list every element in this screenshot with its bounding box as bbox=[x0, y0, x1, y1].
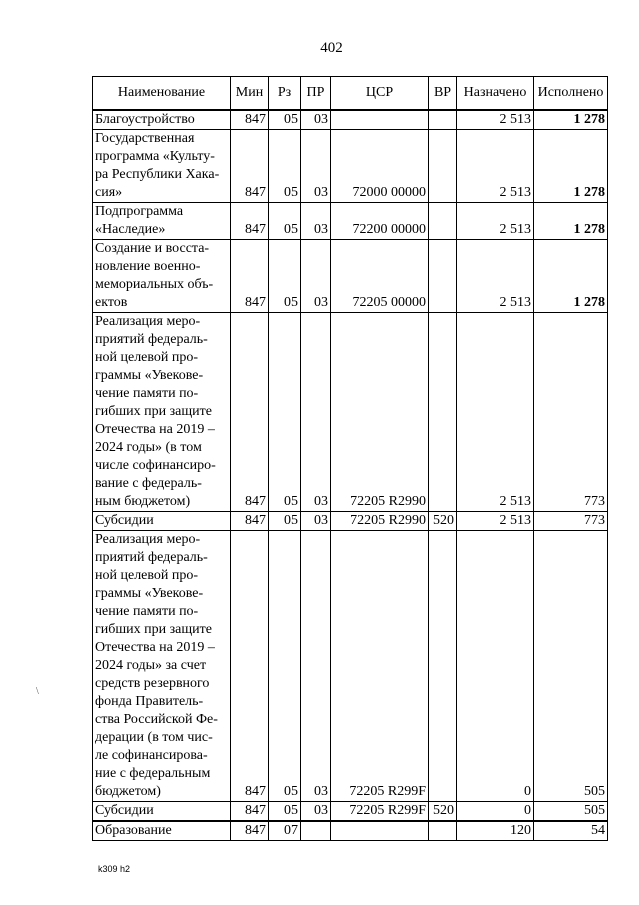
row-min: 847 bbox=[231, 512, 269, 531]
row-pr: 03 bbox=[301, 110, 331, 130]
row-vr bbox=[429, 130, 457, 203]
row-pr: 03 bbox=[301, 531, 331, 802]
row-pr: 03 bbox=[301, 512, 331, 531]
header-rz: Рз bbox=[269, 77, 301, 111]
row-assigned: 2 513 bbox=[457, 110, 534, 130]
row-min: 847 bbox=[231, 130, 269, 203]
table-header-row bbox=[93, 77, 608, 111]
row-assigned: 120 bbox=[457, 821, 534, 841]
table-row bbox=[93, 531, 608, 802]
table-row bbox=[93, 512, 608, 531]
header-assigned: Назначено bbox=[457, 77, 534, 111]
table-row bbox=[93, 130, 608, 203]
stray-mark: \ bbox=[36, 686, 39, 697]
table-row bbox=[93, 802, 608, 822]
row-min: 847 bbox=[231, 110, 269, 130]
row-min: 847 bbox=[231, 821, 269, 841]
page-number: 402 bbox=[320, 40, 343, 56]
row-min: 847 bbox=[231, 531, 269, 802]
row-csr: 72000 00000 bbox=[331, 130, 429, 203]
row-pr bbox=[301, 821, 331, 841]
header-vr: ВР bbox=[429, 77, 457, 111]
header-csr: ЦСР bbox=[331, 77, 429, 111]
row-vr bbox=[429, 240, 457, 313]
row-name: Субсидии bbox=[93, 802, 231, 822]
header-min: Мин bbox=[231, 77, 269, 111]
row-csr bbox=[331, 110, 429, 130]
row-rz: 05 bbox=[269, 130, 301, 203]
row-rz: 05 bbox=[269, 313, 301, 512]
row-csr: 72205 R299F bbox=[331, 802, 429, 822]
row-pr: 03 bbox=[301, 313, 331, 512]
row-executed: 1 278 bbox=[534, 203, 608, 240]
row-assigned: 2 513 bbox=[457, 130, 534, 203]
table-row bbox=[93, 240, 608, 313]
row-name: Субсидии bbox=[93, 512, 231, 531]
row-pr: 03 bbox=[301, 130, 331, 203]
row-vr bbox=[429, 110, 457, 130]
row-rz: 05 bbox=[269, 802, 301, 822]
row-executed: 505 bbox=[534, 531, 608, 802]
row-executed: 1 278 bbox=[534, 130, 608, 203]
row-name: Реализация меро- приятий федераль- ной целевой про- граммы «Увекове- чение памяти по- гибших при защите Отечества на 2019 – 2024 годы» (в том числе софинансиро- вание с федераль- ным бюджетом) bbox=[93, 313, 231, 512]
row-vr: 520 bbox=[429, 512, 457, 531]
row-rz: 05 bbox=[269, 110, 301, 130]
table-row bbox=[93, 110, 608, 130]
row-executed: 1 278 bbox=[534, 110, 608, 130]
row-name: Благоустройство bbox=[93, 110, 231, 130]
row-pr: 03 bbox=[301, 240, 331, 313]
row-name: Создание и восста- новление военно- мемориальных объ- ектов bbox=[93, 240, 231, 313]
row-csr: 72205 R2990 bbox=[331, 512, 429, 531]
row-executed: 54 bbox=[534, 821, 608, 841]
row-vr bbox=[429, 821, 457, 841]
row-rz: 05 bbox=[269, 512, 301, 531]
row-name: Государственная программа «Культу- ра Республики Хака- сия» bbox=[93, 130, 231, 203]
row-csr bbox=[331, 821, 429, 841]
row-name: Образование bbox=[93, 821, 231, 841]
row-rz: 05 bbox=[269, 531, 301, 802]
row-min: 847 bbox=[231, 203, 269, 240]
row-min: 847 bbox=[231, 313, 269, 512]
row-vr bbox=[429, 313, 457, 512]
row-min: 847 bbox=[231, 240, 269, 313]
row-name: Реализация меро- приятий федераль- ной целевой про- граммы «Увекове- чение памяти по- гибших при защите Отечества на 2019 – 2024 годы» за счет средств резервного фонда Правитель- ства Российской Фе- дерации (в том чис- ле софинансирова- ние с федеральным бюджетом) bbox=[93, 531, 231, 802]
row-assigned: 0 bbox=[457, 531, 534, 802]
row-csr: 72205 R299F bbox=[331, 531, 429, 802]
row-min: 847 bbox=[231, 802, 269, 822]
header-pr: ПР bbox=[301, 77, 331, 111]
row-vr: 520 bbox=[429, 802, 457, 822]
table-row bbox=[93, 821, 608, 841]
row-rz: 05 bbox=[269, 240, 301, 313]
row-name: Подпрограмма «Наследие» bbox=[93, 203, 231, 240]
table-row bbox=[93, 203, 608, 240]
row-csr: 72205 00000 bbox=[331, 240, 429, 313]
row-assigned: 2 513 bbox=[457, 203, 534, 240]
budget-table bbox=[92, 76, 608, 841]
row-rz: 05 bbox=[269, 203, 301, 240]
row-assigned: 0 bbox=[457, 802, 534, 822]
row-assigned: 2 513 bbox=[457, 512, 534, 531]
row-executed: 773 bbox=[534, 313, 608, 512]
row-assigned: 2 513 bbox=[457, 313, 534, 512]
row-csr: 72205 R2990 bbox=[331, 313, 429, 512]
row-executed: 1 278 bbox=[534, 240, 608, 313]
header-executed: Исполнено bbox=[534, 77, 608, 111]
footer-code: k309 h2 bbox=[98, 864, 131, 874]
row-rz: 07 bbox=[269, 821, 301, 841]
row-csr: 72200 00000 bbox=[331, 203, 429, 240]
table-row bbox=[93, 313, 608, 512]
row-vr bbox=[429, 531, 457, 802]
row-vr bbox=[429, 203, 457, 240]
row-pr: 03 bbox=[301, 802, 331, 822]
header-name: Наименование bbox=[93, 77, 231, 111]
row-assigned: 2 513 bbox=[457, 240, 534, 313]
row-pr: 03 bbox=[301, 203, 331, 240]
row-executed: 505 bbox=[534, 802, 608, 822]
row-executed: 773 bbox=[534, 512, 608, 531]
